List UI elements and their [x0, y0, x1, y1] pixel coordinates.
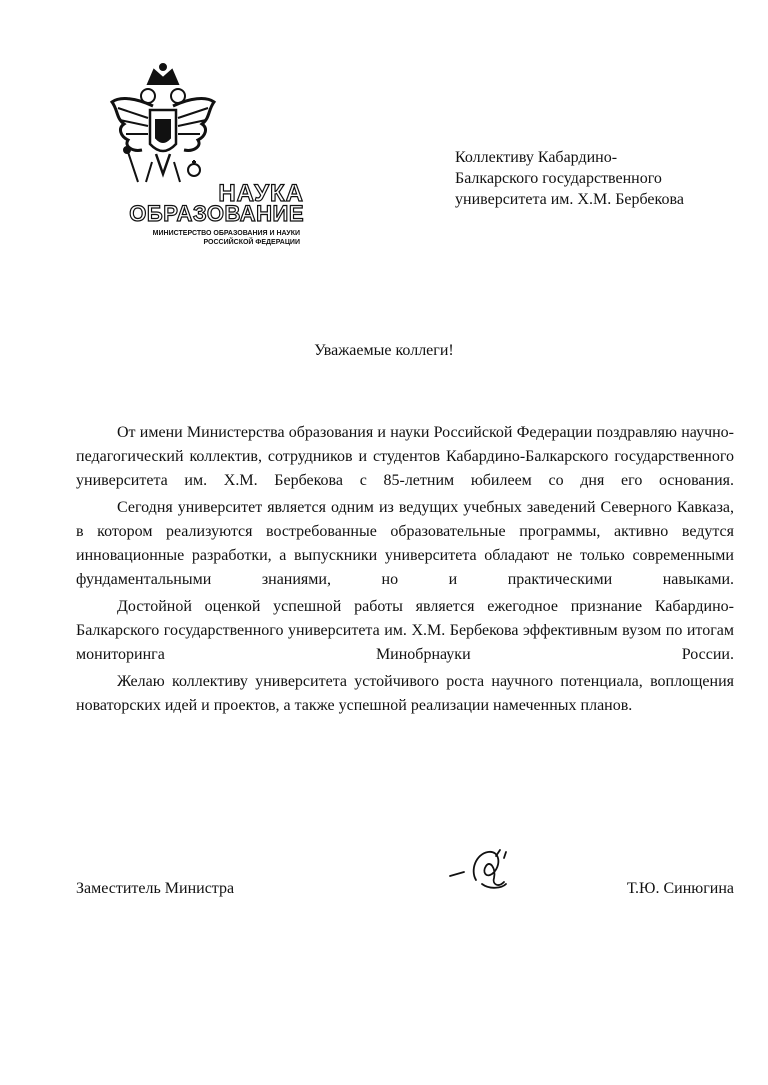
addressee-line: университета им. Х.М. Бербекова — [455, 191, 684, 208]
body-paragraph: Желаю коллективу университета устойчивого роста научного потенциала, воплощения новаторских идей и проектов, а также успешной реализации намеченных планов. — [76, 673, 734, 714]
logo-ministry-caption — [116, 229, 300, 247]
letter-body — [76, 421, 734, 721]
ministry-logo — [108, 62, 304, 262]
body-paragraph: Сегодня университет является одним из ведущих учебных заведений Северного Кавказа, в котором реализуются востребованные образовательные программы, активно ведутся инновационные разработки, а выпускники университета обладают не только современными фундаментальными знаниями, но и практическими навыками. — [76, 499, 734, 588]
addressee-block — [455, 147, 755, 210]
handwritten-signature-icon — [446, 844, 526, 894]
ministry-line-1: МИНИСТЕРСТВО ОБРАЗОВАНИЯ И НАУКИ — [152, 230, 300, 237]
addressee-line: Балкарского государственного — [455, 170, 662, 187]
logo-word-science: НАУКА — [218, 180, 304, 207]
double-headed-eagle-icon — [108, 62, 218, 190]
addressee-line: Коллективу Кабардино- — [455, 149, 618, 166]
body-paragraph: Достойной оценкой успешной работы является ежегодное признание Кабардино-Балкарского государственного университета им. Х.М. Бербекова эффективным вузом по итогам мониторинга Минобрнауки России. — [76, 598, 734, 663]
greeting: Уважаемые коллеги! — [314, 342, 454, 359]
ministry-line-2: РОССИЙСКОЙ ФЕДЕРАЦИИ — [203, 239, 300, 246]
signatory-name: Т.Ю. Синюгина — [626, 880, 734, 897]
body-paragraph: От имени Министерства образования и науки Российской Федерации поздравляю научно-педагогический коллектив, сотрудников и студентов Кабардино-Балкарского государственного университета им. Х.М. Бербекова с 85-летним юбилеем со дня его основания. — [76, 424, 734, 489]
logo-word-education: ОБРАЗОВАНИЕ — [129, 201, 304, 226]
signatory-title: Заместитель Министра — [76, 880, 235, 897]
